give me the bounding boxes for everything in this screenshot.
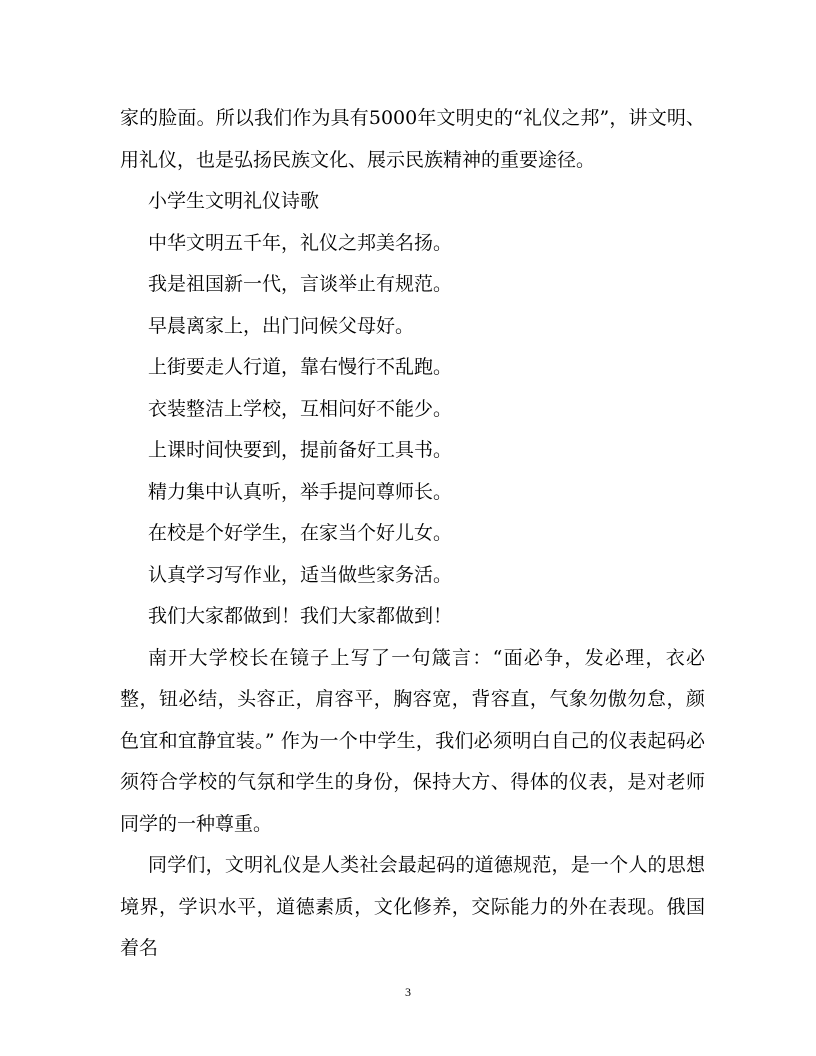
poem-line: 精力集中认真听，举手提问尊师长。 [148,480,453,503]
poem-line: 在校是个好学生，在家当个好儿女。 [148,522,453,544]
page-number: 3 [405,985,411,999]
poem-line: 中华文明五千年，礼仪之邦美名扬。 [148,231,453,254]
paragraph: 南开大学校长在镜子上写了一句箴言：“面必争，发必理，衣必整，钮必结，头容正，肩容平，胸容宽，背容直，气象勿傲勿怠，颜色宜和宜静宜装。” 作为一个中学生，我们必须明白自己的仪表起码必须符合学校的气氛和学生的身份，保持大方、得体的仪表，是对老师同学的一种尊重。 [120,646,705,835]
paragraph: 同学们，文明礼仪是人类社会最起码的道德规范，是一个人的思想境界，学识水平，道德素质，文化修养，交际能力的外在表现。俄国着名 [120,854,705,959]
poem-line: 上街要走人行道，靠右慢行不乱跑。 [148,356,453,378]
poem-title: 小学生文明礼仪诗歌 [148,190,320,212]
poem-line: 上课时间快要到，提前备好工具书。 [148,439,453,461]
poem-line: 衣装整洁上学校，互相问好不能少。 [148,397,453,420]
document-body [120,98,705,970]
poem-line: 认真学习写作业，适当做些家务活。 [148,563,453,586]
poem-line: 我是祖国新一代，言谈举止有规范。 [148,273,453,295]
poem-line: 我们大家都做到！我们大家都做到！ [148,605,453,627]
poem-line: 早晨离家上，出门问候父母好。 [148,314,415,337]
paragraph-continuation: 家的脸面。所以我们作为具有5000年文明史的“礼仪之邦”，讲文明、用礼仪，也是弘扬民族文化、展示民族精神的重要途径。 [120,107,705,171]
